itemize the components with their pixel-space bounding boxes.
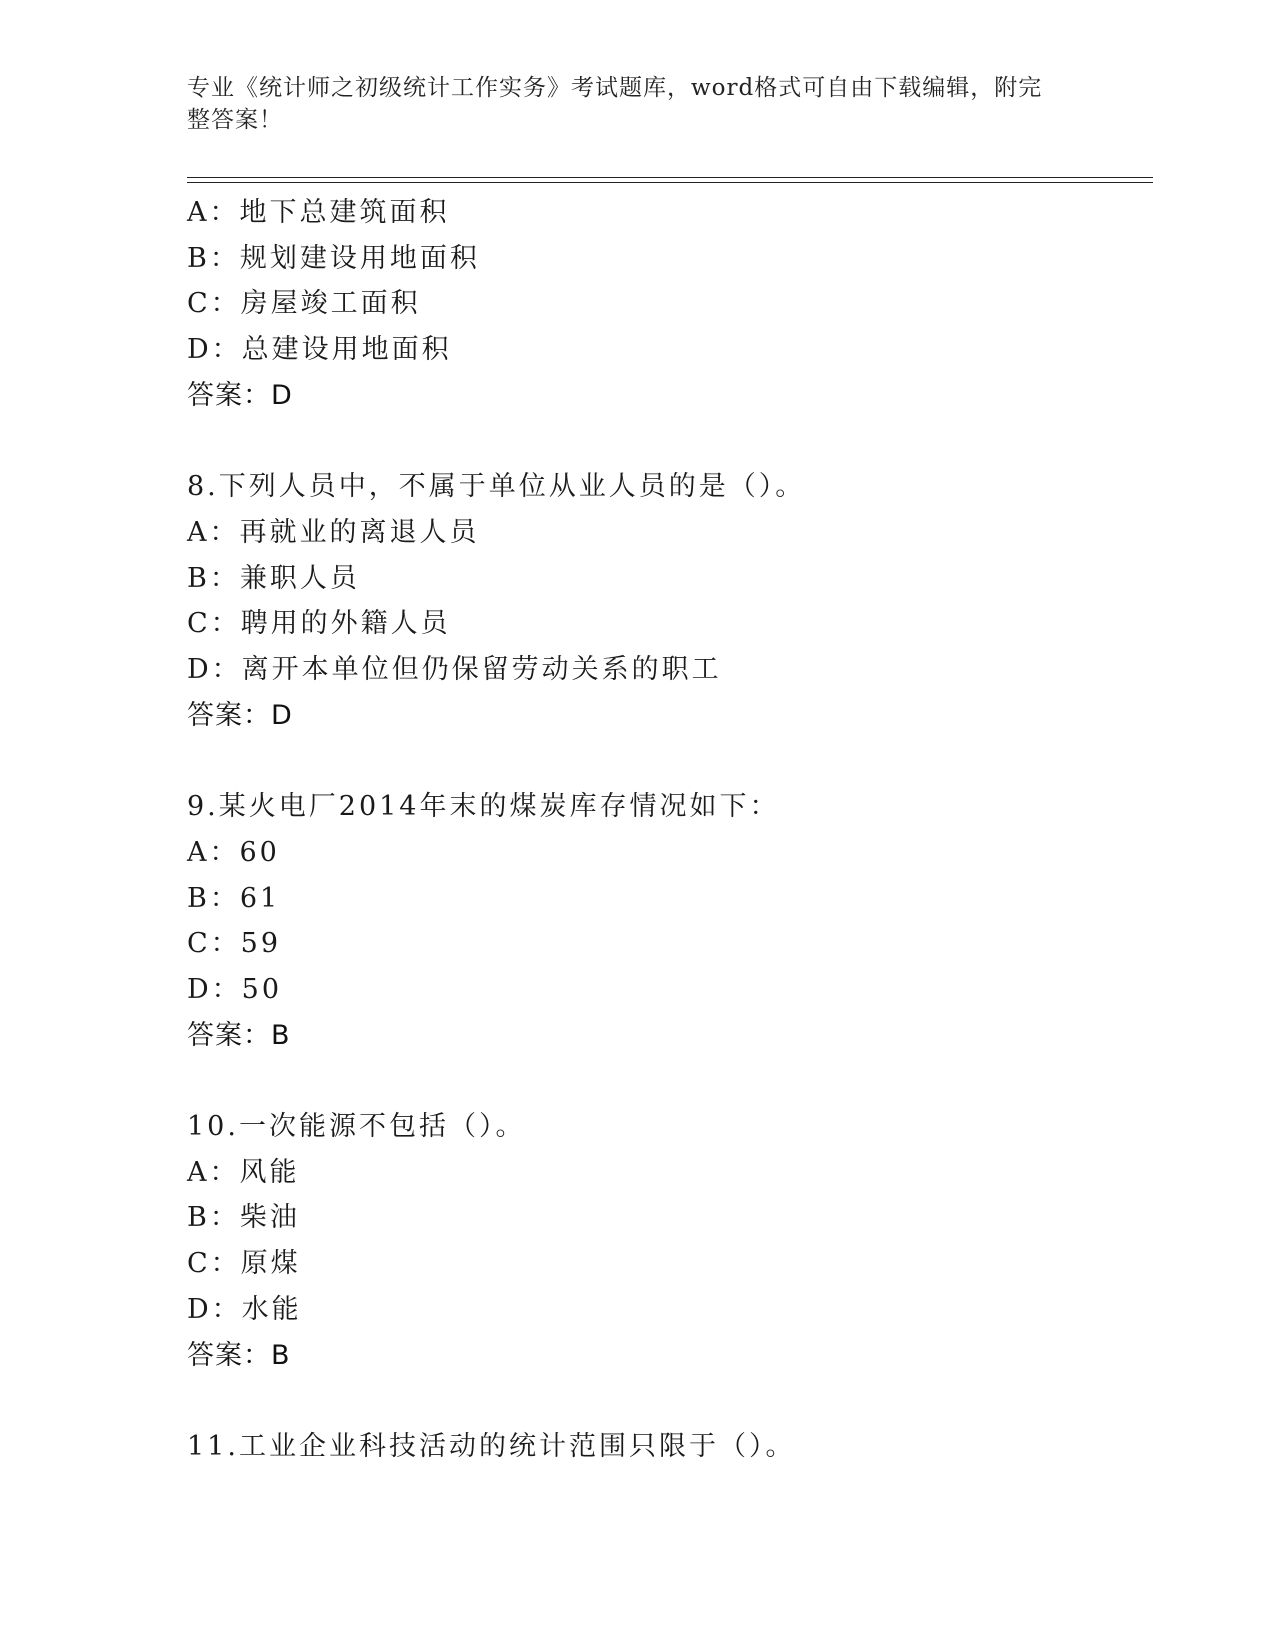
option-c: C：原煤 xyxy=(187,1248,301,1280)
option-d: D：离开本单位但仍保留劳动关系的职工 xyxy=(187,654,722,686)
question-text: 9.某火电厂2014年末的煤炭库存情况如下： xyxy=(187,791,780,823)
header-line-1: 专业《统计师之初级统计工作实务》考试题库，word格式可自由下载编辑，附完 xyxy=(187,75,1043,101)
document-header xyxy=(187,72,1087,136)
question-block-9 xyxy=(187,784,1153,1058)
option-c: C：59 xyxy=(187,928,282,960)
option-a: A：风能 xyxy=(187,1156,300,1188)
question-block-8 xyxy=(187,464,1153,738)
option-a: A：60 xyxy=(187,836,280,868)
question-list xyxy=(187,190,1153,1470)
option-d: D：总建设用地面积 xyxy=(187,334,452,366)
header-line-2: 整答案！ xyxy=(187,107,283,133)
spacer xyxy=(187,419,1153,465)
option-b: B：兼职人员 xyxy=(187,562,360,594)
header-divider-top xyxy=(187,177,1153,178)
option-c: C：房屋竣工面积 xyxy=(187,288,421,320)
option-d: D：水能 xyxy=(187,1293,302,1325)
spacer xyxy=(187,1378,1153,1424)
question-text: 10.一次能源不包括（）。 xyxy=(187,1111,526,1143)
question-block-7 xyxy=(187,190,1153,419)
spacer xyxy=(187,1058,1153,1104)
option-a: A：地下总建筑面积 xyxy=(187,197,450,228)
option-b: B：柴油 xyxy=(187,1202,300,1234)
answer: 答案：B xyxy=(187,1019,291,1051)
question-text: 8.下列人员中，不属于单位从业人员的是（）。 xyxy=(187,471,806,503)
answer: 答案：D xyxy=(187,379,293,411)
question-block-11 xyxy=(187,1424,1153,1470)
header-divider-bottom xyxy=(187,182,1153,183)
option-a: A：再就业的离退人员 xyxy=(187,516,480,548)
answer: 答案：D xyxy=(187,699,293,731)
option-b: B：61 xyxy=(187,882,281,914)
answer: 答案：B xyxy=(187,1339,291,1371)
spacer xyxy=(187,738,1153,784)
option-c: C：聘用的外籍人员 xyxy=(187,608,451,640)
option-d: D：50 xyxy=(187,973,283,1005)
question-block-10 xyxy=(187,1104,1153,1378)
option-b: B：规划建设用地面积 xyxy=(187,242,480,274)
question-text: 11.工业企业科技活动的统计范围只限于（）。 xyxy=(187,1430,796,1462)
